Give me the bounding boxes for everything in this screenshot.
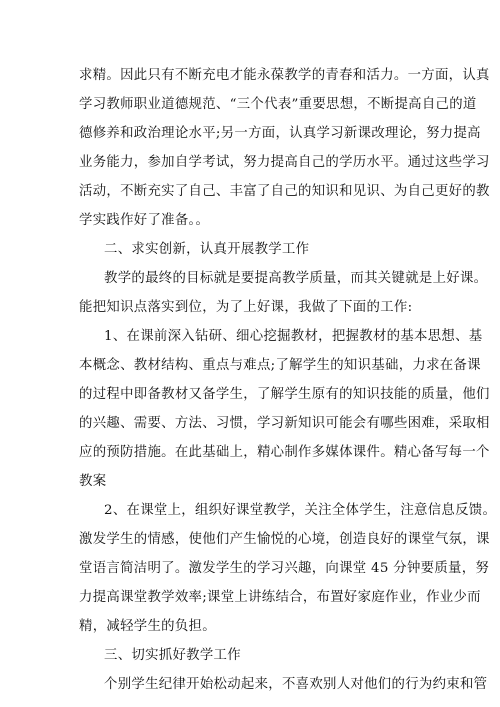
text-line: 本概念、教材结构、重点与难点;了解学生的知识基础，力求在备课 bbox=[79, 358, 481, 373]
text-line: 堂语言简洁明了。激发学生的学习兴趣，向课堂 45 分钟要质量，努 bbox=[79, 561, 490, 576]
text-line: 1、在课前深入钻研、细心挖掘教材，把握教材的基本思想、基 bbox=[104, 329, 483, 344]
section-heading: 二、求实创新，认真开展教学工作 bbox=[104, 242, 310, 257]
text-line: 的过程中即备教材又备学生，了解学生原有的知识技能的质量，他们 bbox=[79, 387, 490, 402]
text-line: 个别学生纪律开始松动起来，不喜欢别人对他们的行为约束和管 bbox=[104, 677, 488, 692]
text-line: 求精。因此只有不断充电才能永葆教学的青春和活力。一方面，认真 bbox=[79, 68, 490, 83]
text-line: 活动，不断充实了自己、丰富了自己的知识和见识、为自己更好的教 bbox=[79, 184, 490, 199]
text-line: 学习教师职业道德规范、“三个代表”重要思想，不断提高自己的道 bbox=[79, 97, 477, 112]
text-line: 2、在课堂上，组织好课堂教学，关注全体学生，注意信息反馈。 bbox=[104, 503, 497, 518]
text-line: 学实践作好了准备。。 bbox=[79, 213, 210, 228]
text-line: 激发学生的情感，使他们产生愉悦的心境，创造良好的课堂气氛，课 bbox=[79, 532, 490, 547]
text-line: 精，减轻学生的负担。 bbox=[79, 619, 216, 634]
text-line: 教学的最终的目标就是要提高教学质量，而其关键就是上好课。 bbox=[104, 271, 488, 286]
section-heading: 三、切实抓好教学工作 bbox=[104, 648, 241, 663]
text-line: 应的预防措施。在此基础上，精心制作多媒体课件。精心备写每一个 bbox=[79, 445, 490, 460]
text-line: 业务能力，参加自学考试，努力提高自己的学历水平。通过这些学习 bbox=[79, 155, 490, 170]
text-line: 教案 bbox=[79, 474, 107, 489]
text-line: 德修养和政治理论水平;另一方面，认真学习新课改理论，努力提高 bbox=[79, 126, 481, 141]
text-line: 能把知识点落实到位，为了上好课，我做了下面的工作: bbox=[79, 300, 413, 315]
text-line: 的兴趣、需要、方法、习惯，学习新知识可能会有哪些困难，采取相 bbox=[79, 416, 490, 431]
text-line: 力提高课堂教学效率;课堂上讲练结合，布置好家庭作业，作业少而 bbox=[79, 590, 481, 605]
